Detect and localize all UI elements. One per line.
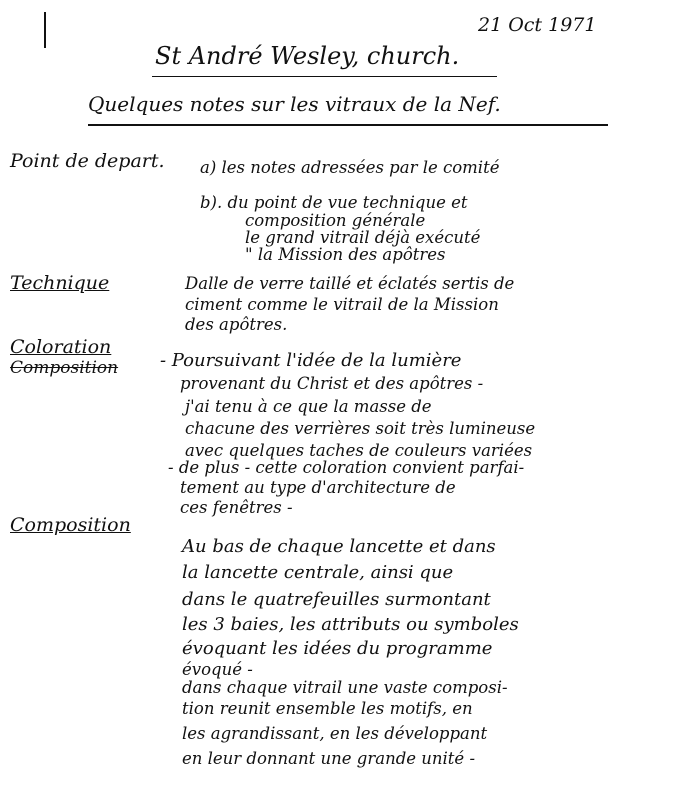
section-label-technique: Technique (10, 272, 110, 294)
coloration-line: j'ai tenu à ce que la masse de (185, 397, 432, 416)
subtitle: Quelques notes sur les vitraux de la Nef. (88, 92, 501, 116)
coloration-line: tement au type d'architecture de (180, 478, 456, 497)
coloration-line: provenant du Christ et des apôtres - (180, 374, 484, 393)
coloration-line: ces fenêtres - (180, 498, 293, 517)
date: 21 Oct 1971 (478, 14, 597, 36)
section-label-composition: Composition (10, 514, 131, 536)
composition-line: Au bas de chaque lancette et dans (182, 536, 496, 557)
composition-line: la lancette centrale, ainsi que (182, 562, 454, 583)
technique-line: Dalle de verre taillé et éclatés sertis de (185, 274, 515, 293)
depart-item-b-line: b). du point de vue technique et (200, 193, 468, 212)
coloration-line: - de plus - cette coloration convient parfai- (168, 458, 525, 477)
composition-line: les 3 baies, les attributs ou symboles (182, 614, 519, 635)
section-label-depart: Point de depart. (10, 150, 165, 172)
composition-line: les agrandissant, en les développant (182, 724, 488, 743)
coloration-line: chacune des verrières soit très lumineuse (185, 419, 536, 438)
title-underline (152, 76, 497, 77)
composition-line: évoqué - (182, 660, 253, 679)
composition-line: tion reunit ensemble les motifs, en (182, 699, 473, 718)
coloration-line: avec quelques taches de couleurs variées (185, 441, 533, 460)
depart-item-b-line: composition générale (245, 211, 426, 230)
subtitle-underline (88, 124, 608, 126)
composition-line: évoquant les idées du programme (182, 638, 493, 659)
struck-label-composition: Composition (10, 358, 119, 378)
depart-item-a: a) les notes adressées par le comité (200, 158, 500, 177)
composition-line: dans le quatrefeuilles surmontant (182, 589, 491, 610)
composition-line: dans chaque vitrail une vaste composi- (182, 678, 508, 697)
composition-line: en leur donnant une grande unité - (182, 749, 476, 768)
technique-line: ciment comme le vitrail de la Mission (185, 295, 499, 314)
depart-item-b-line: " la Mission des apôtres (245, 245, 446, 264)
coloration-line: - Poursuivant l'idée de la lumière (160, 350, 462, 371)
page-title: St André Wesley, church. (155, 42, 460, 70)
margin-mark (44, 12, 46, 48)
section-label-coloration: Coloration (10, 336, 112, 358)
technique-line: des apôtres. (185, 315, 288, 334)
depart-item-b-line: le grand vitrail déjà exécuté (245, 228, 481, 247)
